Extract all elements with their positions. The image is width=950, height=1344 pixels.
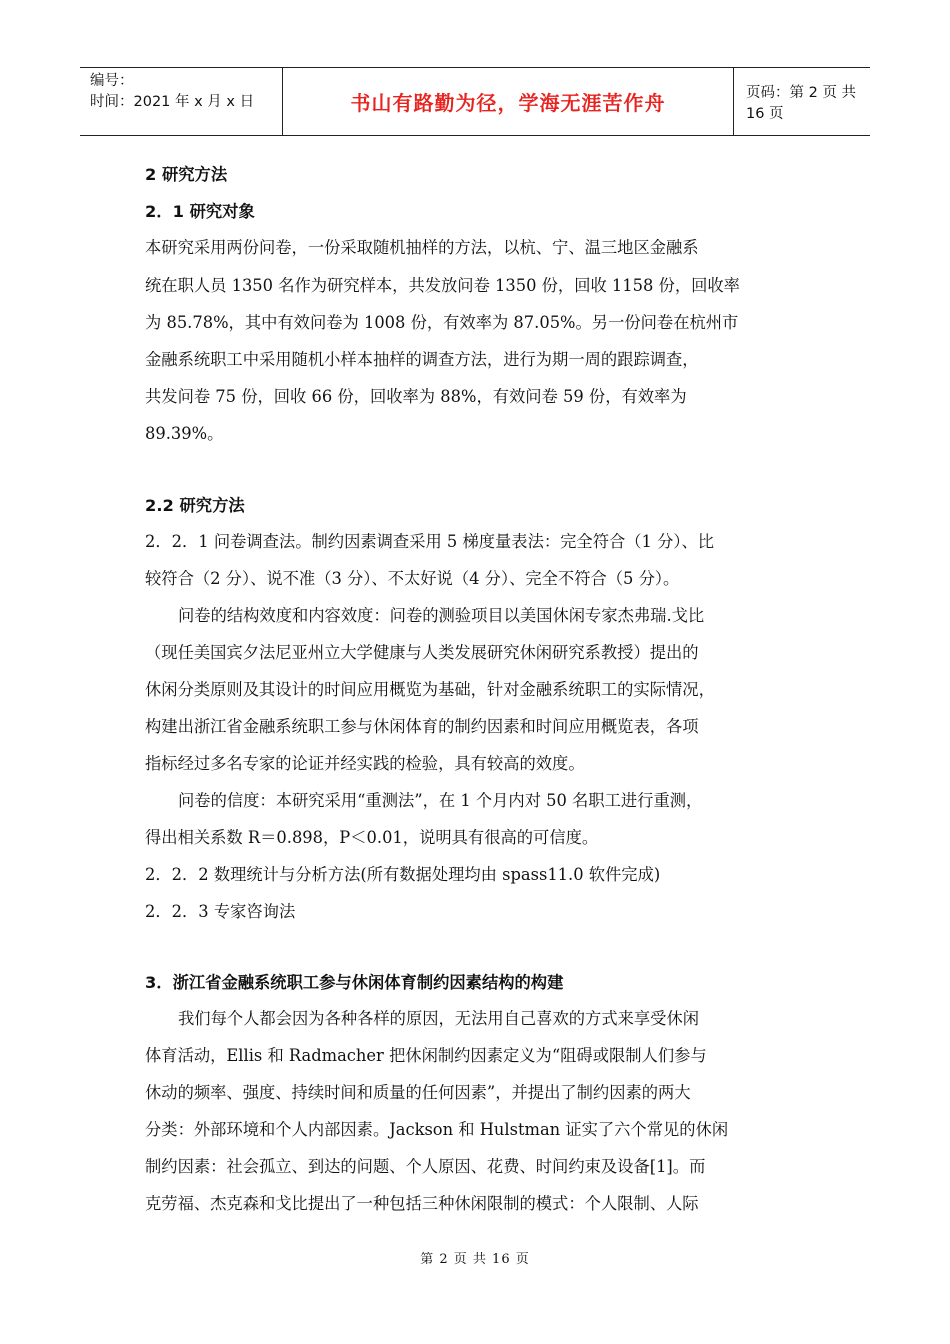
text-line: （现任美国宾夕法尼亚州立大学健康与人类发展研究休闲研究系教授）提出的	[145, 643, 699, 662]
text-line: 得出相关系数 R＝0.898，P＜0.01，说明具有很高的可信度。	[145, 828, 599, 847]
text-line-2-2-3: 2．2．3 专家咨询法	[145, 902, 296, 921]
document-header	[80, 67, 870, 136]
text-line: 体育活动，Ellis 和 Radmacher 把休闲制约因素定义为“阻碍或限制人们参与	[145, 1046, 707, 1065]
text-line: 统在职人员 1350 名作为研究样本，共发放问卷 1350 份，回收 1158 份，回收率	[145, 276, 740, 295]
text-line: 本研究采用两份问卷，一份采取随机抽样的方法，以杭、宁、温三地区金融系	[145, 238, 699, 257]
heading-3: 3．浙江省金融系统职工参与休闲体育制约因素结构的构建	[145, 973, 564, 992]
header-page-info: 页码：第 2 页 共 16 页	[746, 84, 857, 122]
text-line-2-2-2: 2．2．2 数理统计与分析方法(所有数据处理均由 spass11.0 软件完成)	[145, 865, 661, 884]
text-line: 指标经过多名专家的论证并经实践的检验，具有较高的效度。	[145, 754, 585, 773]
header-meta	[80, 68, 283, 135]
text-line: 我们每个人都会因为各种各样的原因，无法用自己喜欢的方式来享受休闲	[178, 1009, 700, 1028]
date-label: 时间：2021 年 x 月 x 日	[90, 94, 255, 110]
text-line: 休动的频率、强度、持续时间和质量的任何因素”，并提出了制约因素的两大	[145, 1083, 691, 1102]
text-line: 制约因素：社会孤立、到达的问题、个人原因、花费、时间约束及设备[1]。而	[145, 1157, 706, 1176]
text-line: 问卷的信度：本研究采用“重测法”，在 1 个月内对 50 名职工进行重测，	[178, 791, 703, 810]
text-line: 较符合（2 分）、说不准（3 分）、不太好说（4 分）、完全不符合（5 分）。	[145, 569, 680, 588]
heading-2-1: 2．1 研究对象	[145, 202, 255, 221]
heading-2-2: 2.2 研究方法	[145, 496, 245, 515]
text-line: 问卷的结构效度和内容效度：问卷的测验项目以美国休闲专家杰弗瑞.戈比	[178, 606, 705, 625]
text-line: 构建出浙江省金融系统职工参与休闲体育的制约因素和时间应用概览表，各项	[145, 717, 699, 736]
text-line: 89.39%。	[145, 424, 224, 443]
heading-2: 2 研究方法	[145, 165, 228, 184]
header-motto: 书山有路勤为径，学海无涯苦作舟	[283, 68, 734, 135]
text-line: 2．2．1 问卷调查法。制约因素调查采用 5 梯度量表法：完全符合（1 分）、比	[145, 532, 715, 551]
text-line: 金融系统职工中采用随机小样本抽样的调查方法，进行为期一周的跟踪调查，	[145, 350, 699, 369]
text-line: 为 85.78%，其中有效问卷为 1008 份，有效率为 87.05%。另一份问卷在杭州市	[145, 313, 739, 332]
text-line: 克劳福、杰克森和戈比提出了一种包括三种休闲限制的模式：个人限制、人际	[145, 1194, 699, 1213]
text-line: 共发问卷 75 份，回收 66 份，回收率为 88%，有效问卷 59 份，有效率为	[145, 387, 687, 406]
text-line: 分类：外部环境和个人内部因素。Jackson 和 Hulstman 证实了六个常见的休闲	[145, 1120, 729, 1139]
text-line: 休闲分类原则及其设计的时间应用概览为基础，针对金融系统职工的实际情况，	[145, 680, 715, 699]
number-label: 编号：	[90, 73, 134, 89]
page-footer: 第 2 页 共 16 页	[420, 1252, 530, 1267]
